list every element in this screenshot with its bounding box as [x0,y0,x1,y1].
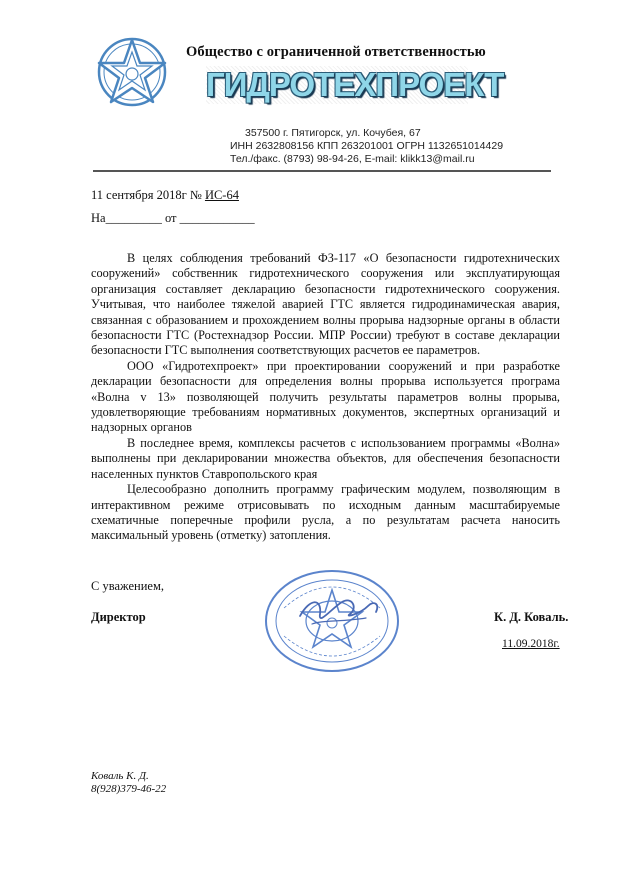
body-paragraph: В целях соблюдения требований ФЗ-117 «О безопасности гидротехнических сооружений» собственник гидротехнического сооружения или эксплуатирующая организация составляет декларацию безопасности гидротехнического сооружения. Учитывая, что наиболее тяжелой аварией ГТС является гидродинамическая авария, связанная с образованием и прохождением волны прорыва надзорные органы в области безопасности ГТС (Ростехнадзор России. МПР России) требуют в составе декларации безопасности ГТС выполнения соответствующих расчетов ее параметров. [91,251,560,358]
letter-number: ИС-64 [204,188,239,202]
footer-author: Коваль К. Д. [91,770,149,782]
company-type: Общество с ограниченной ответственностью [186,44,486,60]
letter-date-line [91,188,239,203]
signer-name: К. Д. Коваль. [494,610,569,624]
body-paragraph: Целесообразно дополнить программу графическим модулем, позволяющим в интерактивном режиме отрисовывать по исходным данным масштабируемые схематичные поперечные профили русла, а по результатам расчета наносить максимальный уровень (отметку) затопления. [91,482,560,543]
seal-stamp-icon [262,568,402,674]
body-paragraph: ООО «Гидротехпроект» при проектировании сооружений и при разработке декларации безопасности для определения волны прорыва используется програма «Волна v 13» позволяющей получить результаты параметров волны прорыва, удовлетворяющие требованиям нормативных документов, экспертных организаций и надзорных органов [91,358,560,435]
signature-date: 11.09.2018г. [502,638,560,650]
letter-body [91,251,560,544]
star-logo-icon [96,36,168,108]
company-address: 357500 г. Пятигорск, ул. Кочубея, 67 [245,127,421,139]
company-name: ГИДРОТЕХПРОЕКТ [206,66,504,103]
company-registration: ИНН 2632808156 КПП 263201001 ОГРН 1132651014429 [230,140,504,152]
header-divider [93,170,551,172]
footer-contact [91,770,166,796]
letter-date: 11 сентября 2018г № [91,188,202,202]
signer-position: Директор [91,610,146,624]
company-contacts: Тел./факс. (8793) 98-94-26, E-mail: klikk13@mail.ru [230,153,475,165]
body-paragraph: В последнее время, комплексы расчетов с использованием программы «Волна» выполнены при декларировании множества объектов, для обеспечения безопасности населенных пунктов Ставропольского края [91,435,560,481]
closing-regards: С уважением, [91,579,164,593]
letter-reference-line: На_________ от ____________ [91,211,255,225]
footer-phone: 8(928)379-46-22 [91,783,167,795]
